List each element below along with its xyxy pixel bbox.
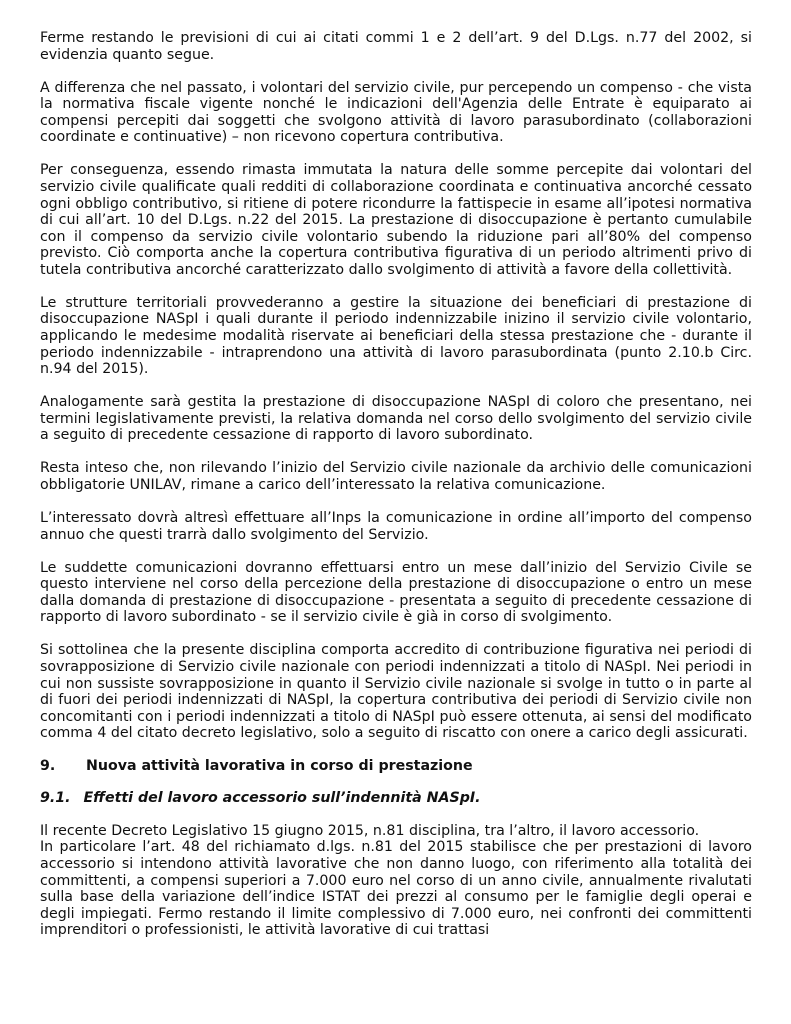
section-heading [40,758,752,775]
paragraph-unilav-communication: Resta inteso che, non rilevando l’inizio del Servizio civile nazionale da archivio delle comunicazioni obbligatorie UNILAV, rimane a carico dell’interessato la relativa comunicazione. [40,460,752,494]
subsection-number: 9.1. [40,789,71,806]
section-title: Nuova attività lavorativa in corso di prestazione [86,758,473,775]
paragraph-intro: Ferme restando le previsioni di cui ai citati commi 1 e 2 dell’art. 9 del D.Lgs. n.77 del 2002, si evidenzia quanto segue. [40,30,752,63]
section-number: 9. [40,758,56,775]
subsection-title: Effetti del lavoro accessorio sull’indennità NASpI. [83,789,481,806]
paragraph-communication-deadline: Le suddette comunicazioni dovranno effettuarsi entro un mese dall’inizio del Servizio Civile se questo interviene nel corso della percezione della prestazione di disoccupazione o entro un mese dalla domanda di prestazione di disoccupazione - presentata a seguito di precedente cessazione di rapporto di lavoro subordinato - se il servizio civile è già in corso di svolgimento. [40,559,752,626]
paragraph-analogous-management: Analogamente sarà gestita la prestazione di disoccupazione NASpI di coloro che presentano, nei termini legislativamente previsti, la relativa domanda nel corso dello svolgimento del servizio civile a seguito di precedente cessazione di rapporto di lavoro subordinato. [40,394,752,444]
accessory-work-intro-line: Il recente Decreto Legislativo 15 giugno 2015, n.81 disciplina, tra l’altro, il lavoro accessorio. [40,822,700,839]
paragraph-inps-communication: L’interessato dovrà altresì effettuare all’Inps la comunicazione in ordine all’importo del compenso annuo che questi trarrà dallo svolgimento del Servizio. [40,510,752,543]
paragraph-territorial-structures: Le strutture territoriali provvederanno a gestire la situazione dei beneficiari di prestazione di disoccupazione NASpI i quali durante il periodo indennizzabile inizino il servizio civile volontario, applicando le medesime modalità riservate ai beneficiari della stessa prestazione che - durante il periodo indennizzabile - intraprendono una attività di lavoro parasubordinata (punto 2.10.b Circ. n.94 del 2015). [40,294,752,378]
paragraph-accessory-work [40,823,752,939]
document-page [40,30,752,955]
paragraph-consequence: Per conseguenza, essendo rimasta immutata la natura delle somme percepite dai volontari del servizio civile qualificate quali redditi di collaborazione coordinata e continuativa ancorché cessato ogni obbligo contributivo, si ritiene di potere ricondurre la fattispecie in esame all’ipotesi normativa di cui all’art. 10 del D.Lgs. n.22 del 2015. La prestazione di disoccupazione è pertanto cumulabile con il compenso da servizio civile volontario subendo la riduzione pari all’80% del compenso previsto. Ciò comporta anche la copertura contributiva figurativa di un periodo altrimenti privo di tutela contributiva ancorché caratterizzato dallo svolgimento di attività a favore della collettività. [40,162,752,278]
subsection-heading [40,790,752,807]
paragraph-figurative-contribution: Si sottolinea che la presente disciplina comporta accredito di contribuzione figurativa nei periodi di sovrapposizione di Servizio civile nazionale con periodi indennizzati a titolo di NASpI. Nei periodi in cui non sussiste sovrapposizione in quanto il Servizio civile nazionale si svolge in tutto o in parte al di fuori dei periodi indennizzati di NASpI, la copertura contributiva dei periodi di Servizio civile non concomitanti con i periodi indennizzati a titolo di NASpI può essere ottenuta, ai sensi del modificato comma 4 del citato decreto legislativo, solo a seguito di riscatto con onere a carico degli assicurati. [40,642,752,742]
accessory-work-details: In particolare l’art. 48 del richiamato d.lgs. n.81 del 2015 stabilisce che per prestazioni di lavoro accessorio si intendono attività lavorative che non danno luogo, con riferimento alla totalità dei committenti, a compensi superiori a 7.000 euro nel corso di un anno civile, annualmente rivalutati sulla base della variazione dell’indice ISTAT dei prezzi al consumo per le famiglie degli operai e degli impiegati. Fermo restando il limite complessivo di 7.000 euro, nei confronti dei committenti imprenditori o professionisti, le attività lavorative di cui trattasi [40,839,752,939]
paragraph-no-contribution-coverage: A differenza che nel passato, i volontari del servizio civile, pur percependo un compenso - che vista la normativa fiscale vigente nonché le indicazioni dell'Agenzia delle Entrate è equiparato ai compensi percepiti dai soggetti che svolgono attività di lavoro parasubordinato (collaborazioni coordinate e continuative) – non ricevono copertura contributiva. [40,79,752,146]
